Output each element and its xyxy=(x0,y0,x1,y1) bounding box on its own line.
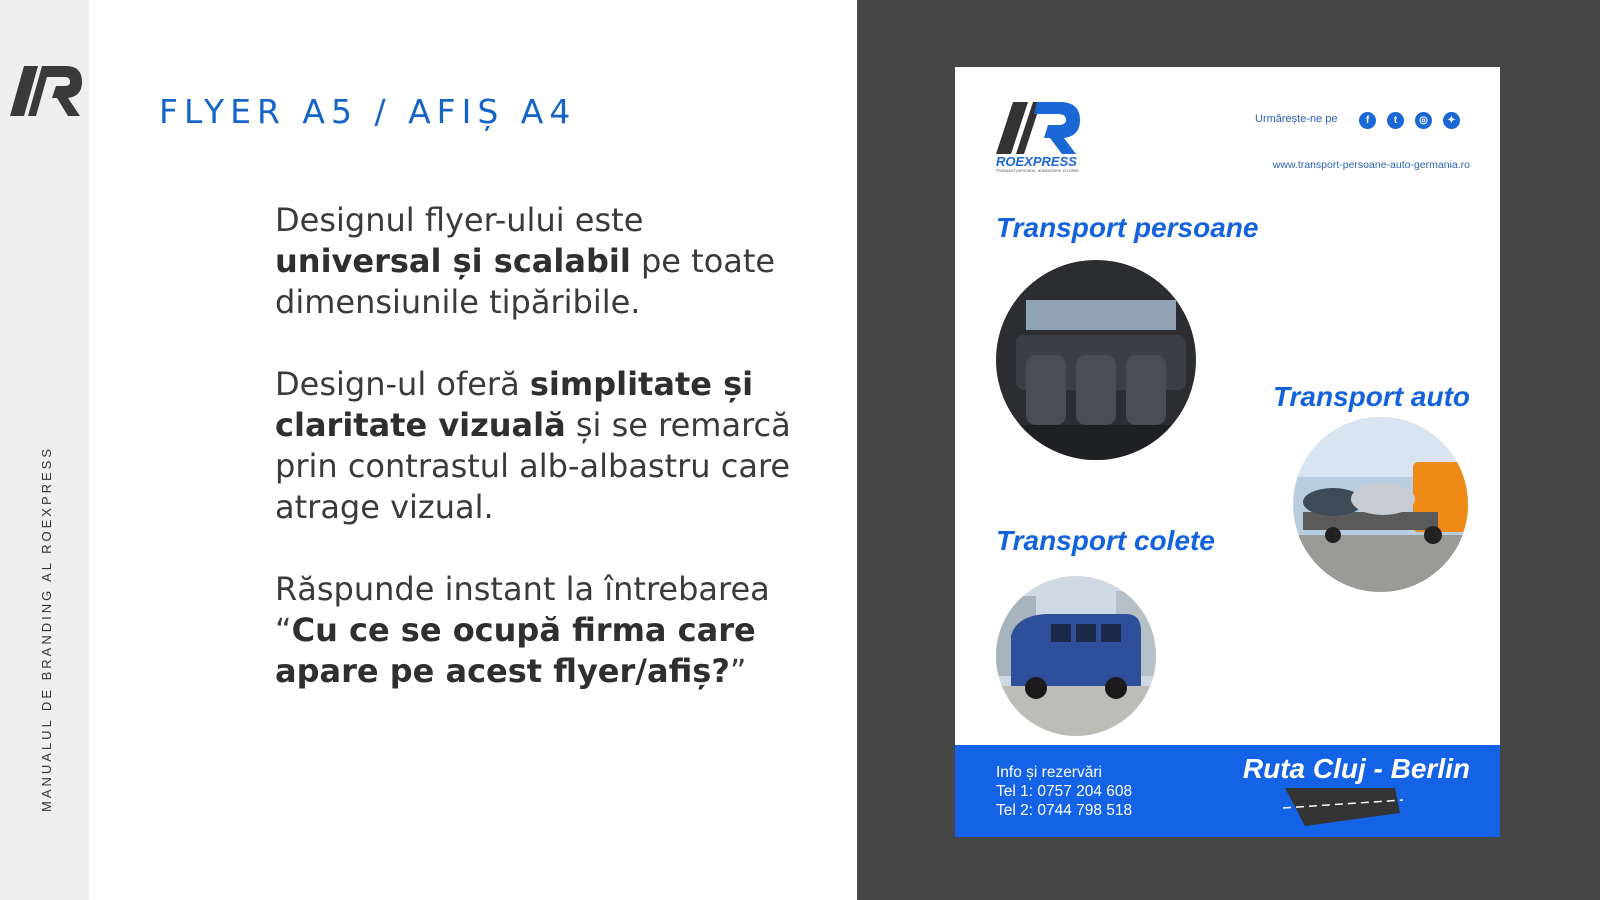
service-title-auto: Transport auto xyxy=(1272,381,1470,412)
service-title-persoane: Transport persoane xyxy=(996,212,1259,243)
page-title: FLYER A5 / AFIȘ A4 xyxy=(159,92,577,131)
paragraph-simplitate: Design-ul oferă simplitate și claritate vizuală și se remarcă prin contrastul alb-albastru care atrage vizual. xyxy=(275,365,791,526)
paragraph-raspunde: Răspunde instant la întrebarea “Cu ce se ocupă firma care apare pe acest flyer/afiș?” xyxy=(275,570,770,690)
road-icon xyxy=(1275,788,1405,828)
body-text xyxy=(275,200,795,733)
flyer-route: Ruta Cluj - Berlin xyxy=(1242,753,1470,784)
flyer-website: www.transport-persoane-auto-germania.ro xyxy=(1272,159,1470,171)
blue-van-photo xyxy=(996,576,1156,736)
service-title-colete: Transport colete xyxy=(996,525,1215,556)
instagram-icon: ◎ xyxy=(1415,112,1432,129)
tumblr-icon: t xyxy=(1387,112,1404,129)
twitter-icon: ✦ xyxy=(1443,112,1460,129)
paragraph-universal: Designul flyer-ului este universal și scalabil pe toate dimensiunile tipăribile. xyxy=(275,201,776,321)
sidebar xyxy=(0,0,89,900)
van-interior-seats-photo xyxy=(996,260,1196,460)
flyer-footer xyxy=(955,745,1500,837)
flyer-preview xyxy=(955,67,1500,837)
main-content xyxy=(89,0,857,900)
roexpress-logo-icon xyxy=(10,66,82,116)
flyer-brand-name: ROEXPRESS xyxy=(996,154,1077,169)
follow-label: Urmărește-ne pe xyxy=(1255,113,1338,125)
manual-vertical-label: MANUALUL DE BRANDING AL ROEXPRESS xyxy=(39,445,54,812)
facebook-icon: f xyxy=(1359,112,1376,129)
car-transport-truck-photo xyxy=(1293,417,1468,592)
flyer-info: Info și rezervări Tel 1: 0757 204 608 Tel 2: 0744 798 518 xyxy=(996,764,1133,819)
flyer-brand-tagline: Transport persoane, autoturisme și colete xyxy=(996,168,1079,173)
